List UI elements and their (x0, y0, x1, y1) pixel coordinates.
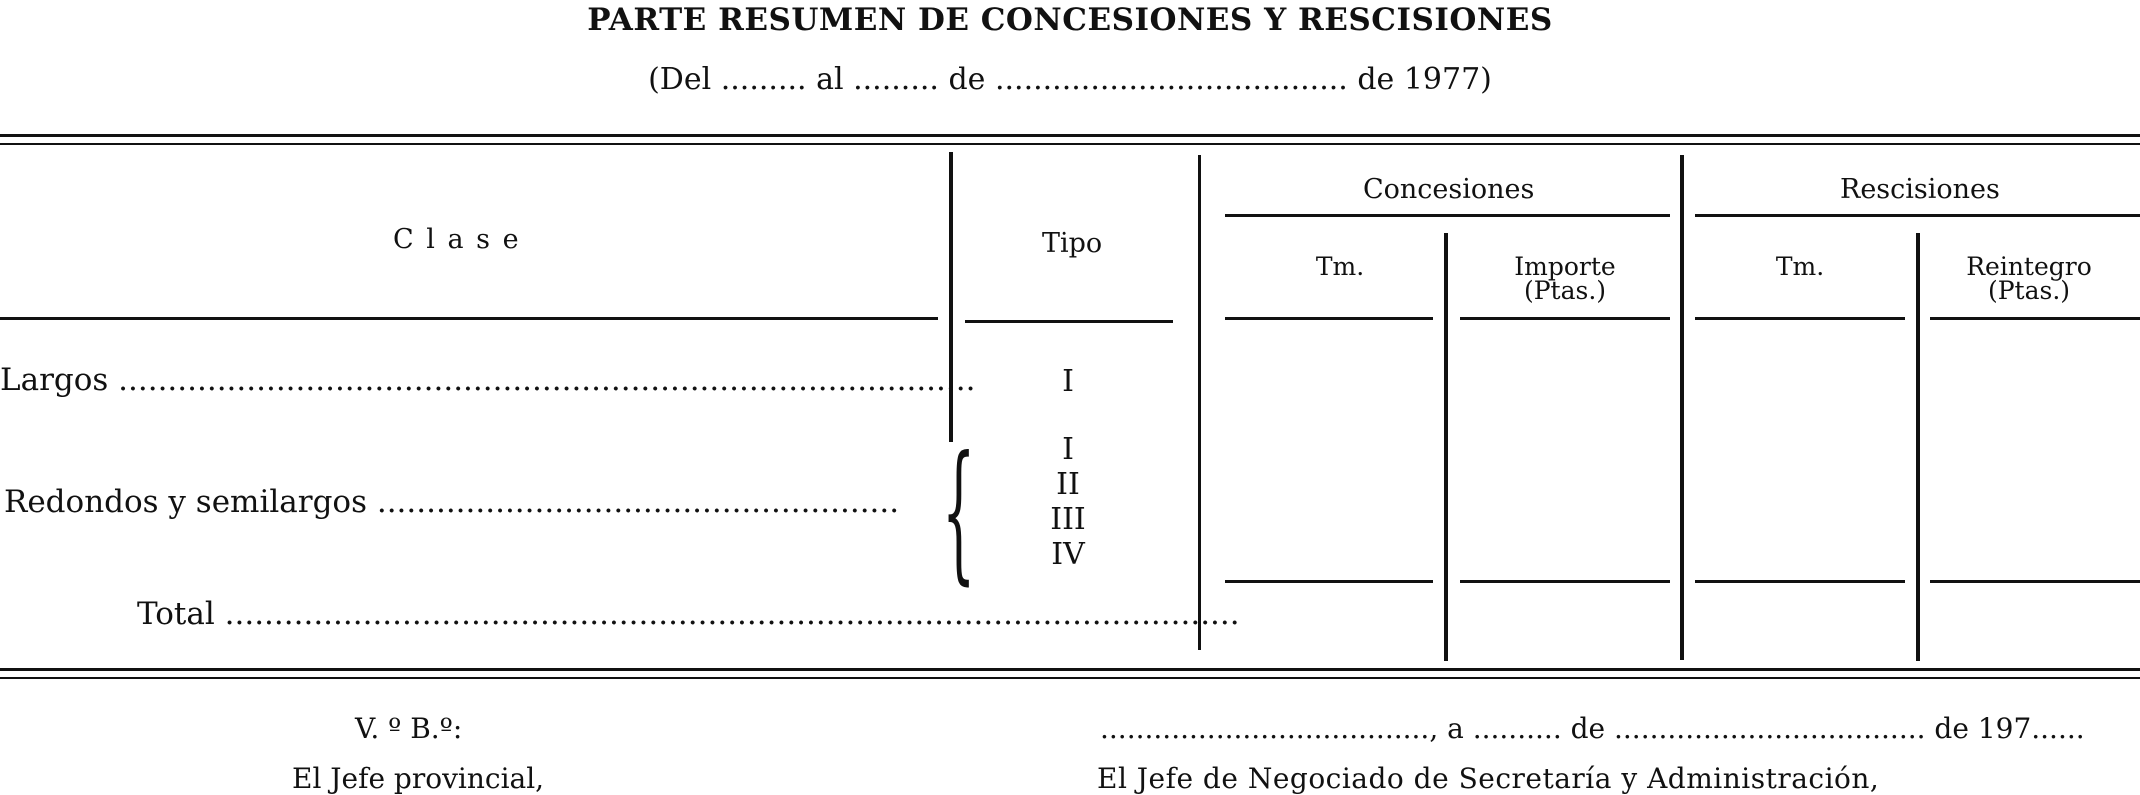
top-rule-1 (0, 134, 2140, 137)
clase-header-rule (0, 317, 938, 320)
concesiones-rule (1225, 214, 1670, 217)
clase-tipo-divider (949, 152, 953, 442)
header-rescisiones: Rescisiones (1840, 174, 2000, 205)
row-largos-tipo-1: I (1062, 364, 1074, 399)
bottom-rule-1 (0, 668, 2140, 671)
top-rule-2 (0, 143, 2140, 145)
bottom-rule-2 (0, 677, 2140, 679)
header-concesiones: Concesiones (1363, 174, 1535, 205)
rescisiones-rule (1695, 214, 2140, 217)
tm2-sum-rule (1695, 580, 1905, 583)
header-clase: C l a s e (393, 224, 521, 255)
tm1-header-rule (1225, 317, 1433, 320)
tm2-header-rule (1695, 317, 1905, 320)
row-redondos-tipo-2: II (1056, 467, 1080, 502)
importe-sum-rule (1460, 580, 1670, 583)
tm1-sum-rule (1225, 580, 1433, 583)
header-reintegro (1918, 252, 2140, 305)
row-redondos-tipo-4: IV (1051, 537, 1085, 572)
tm-importe-divider (1444, 233, 1448, 661)
document-title: PARTE RESUMEN DE CONCESIONES Y RESCISIONES (587, 2, 1553, 38)
concesiones-rescisiones-divider (1680, 155, 1684, 660)
row-redondos-tipo-1: I (1062, 432, 1074, 467)
header-reintegro-label: Reintegro (1966, 252, 2092, 281)
tm-reintegro-divider (1916, 233, 1920, 661)
row-redondos-tipo-3: III (1050, 502, 1086, 537)
header-importe-unit: (Ptas.) (1523, 276, 1607, 305)
jefe-provincial: El Jefe provincial, (292, 762, 545, 795)
tipo-header-rule (965, 320, 1173, 323)
place-date-line: ....................................., a .......... de ................................... de 197...... (1100, 712, 2085, 745)
header-tm-concesiones: Tm. (1315, 252, 1365, 281)
row-redondos-label: Redondos y semilargos ..................................................... (4, 484, 900, 520)
header-importe (1460, 252, 1670, 305)
brace-symbol: { (942, 425, 976, 599)
header-tipo: Tipo (1042, 228, 1103, 259)
reintegro-header-rule (1930, 317, 2140, 320)
period-line: (Del ......... al ......... de ..................................... de 1977) (648, 62, 1492, 97)
header-reintegro-unit: (Ptas.) (1987, 276, 2071, 305)
header-tm-rescisiones: Tm. (1775, 252, 1825, 281)
jefe-negociado: El Jefe de Negociado de Secretaría y Administración, (1097, 762, 1880, 795)
importe-header-rule (1460, 317, 1670, 320)
reintegro-sum-rule (1930, 580, 2140, 583)
tipo-concesiones-divider (1198, 155, 1201, 650)
vobo-label: V. º B.º: (355, 712, 463, 745)
header-importe-label: Importe (1514, 252, 1616, 281)
total-label: Total ....................................................................................................... (137, 596, 1240, 632)
row-largos-label: Largos ....................................................................................... (0, 362, 976, 398)
